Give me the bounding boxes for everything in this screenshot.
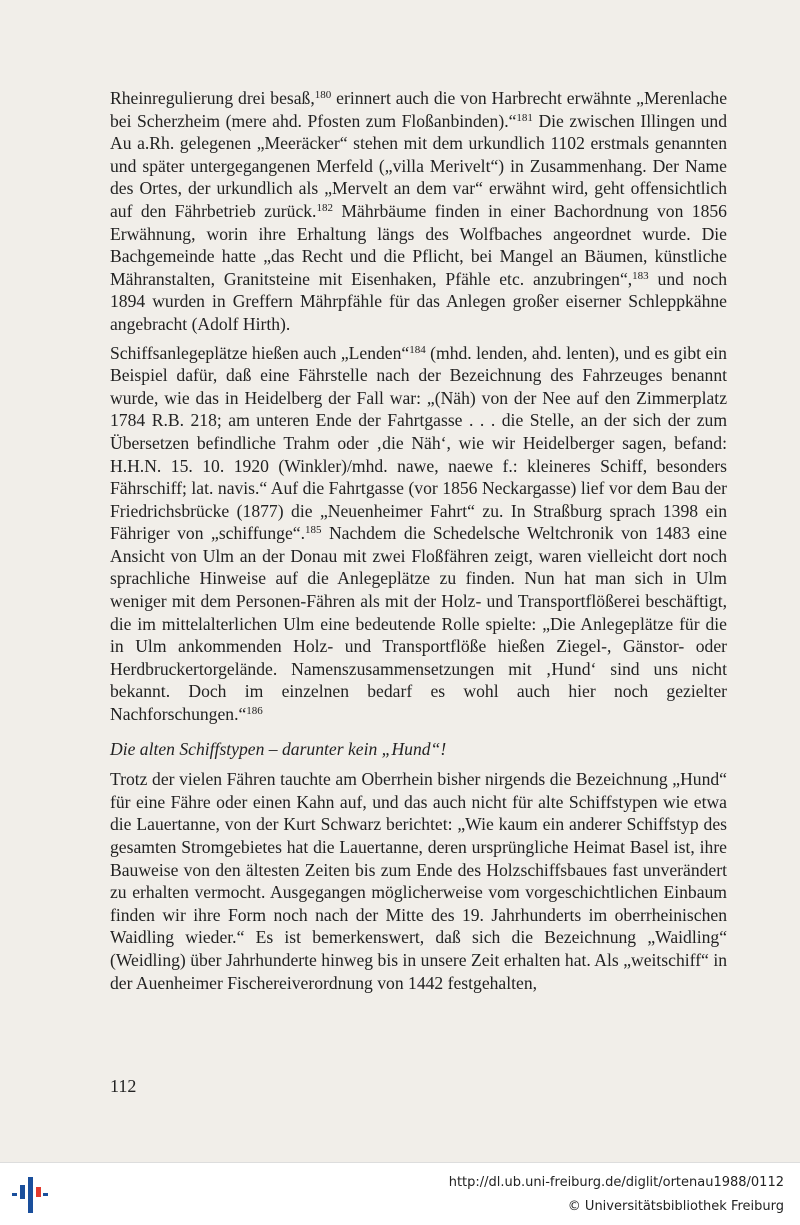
text-run: Mährbäume finden in einer Bachordnung von 1856 Erwähnung, worin ihre Erhaltung längs des Wolfbaches angeordnet wurde. Die Bachgemeinde hatte „das Recht und die Pflicht, bei Mangel an Bäumen, künstliche Mähranstalten, Granitsteine mit Eisenhaken, Pfähle etc. anzubringen“, — [110, 200, 727, 289]
text-run: Rheinregulierung drei besaß, — [110, 88, 315, 108]
footnote-ref: 186 — [246, 705, 263, 718]
text-run: Die zwischen Illingen und Au a.Rh. gelegenen „Meeräcker“ stehen mit dem urkundlich 1102 erstmals genannten und später untergegangenen Merfeld („villa Merivelt“) in Zusammenhang. Der Name des Ortes, der urkundlich als „Mervelt an dem var“ erwähnt wird, geht offensichtlich auf den Fährbetrieb zurück. — [110, 110, 727, 221]
paragraph — [110, 87, 727, 336]
footnote-ref: 183 — [632, 269, 649, 282]
footer-bar — [0, 1162, 800, 1225]
text-run: Trotz der vielen Fähren tauchte am Oberrhein bisher nirgends die Bezeichnung „Hund“ für eine Fähre oder einen Kahn auf, und das auch nicht für alte Schiffstypen wie etwa die Lauertanne, von der Kurt Schwarz berichtet: „Wie kaum ein anderer Schiffstyp des gesamten Stromgebietes hat die Lauertanne, deren ursprüngliche Heimat Basel ist, ihre Bauweise von den ältesten Zeiten bis zum Ende des Holzschiffsbaues fast unverändert zu erhalten vermocht. Ausgegangen möglicherweise vom vorgeschichtlichen Einbaum finden wir ihre Form noch nach der Mitte des 19. Jahrhunderts im oberrheinischen Waidling wieder.“ Es ist bemerkenswert, daß sich die Bezeichnung „Waidling“ (Weidling) über Jahrhunderte hinweg bis in unsere Zeit erhalten hat. Als „weitschiff“ in der Auenheimer Fischereiverordnung von 1442 festgehalten, — [110, 769, 727, 993]
footnote-ref: 182 — [316, 201, 333, 214]
text-run: Nachdem die Schedelsche Weltchronik von 1483 eine Ansicht von Ulm an der Donau mit zwei Floßfähren zeigt, waren vielleicht dort noch sprachliche Hinweise auf die Anlegeplätze zu finden. Nun hat man sich in Ulm weniger mit dem Personen-Fähren als mit der Holz- und Transportflößerei beschäftigt, die im mittelalterlichen Ulm eine bedeutende Rolle spielte: „Die Anlegeplätze für die in Ulm ankommenden Holz- und Transportflöße hießen Ziegel-, Gänstor- oder Herdbruckertorgelände. Namenszusammensetzungen mit ‚Hund‘ sind uns nicht bekannt. Doch im einzelnen bedarf es wohl auch hier noch gezielter Nachforschungen.“ — [110, 523, 727, 725]
text-run: und noch 1894 wurden in Greffern Mährpfähle für das Anlegen großer eiserner Schleppkähne angebracht (Adolf Hirth). — [110, 268, 727, 334]
footnote-ref: 180 — [314, 89, 332, 101]
text-run: erinnert auch die von Harbrecht erwähnte „Merenlache bei Scherzheim (mere ahd. Pfosten zum Floßanbinden).“ — [110, 88, 728, 131]
paragraph — [110, 342, 727, 726]
page-number: 112 — [110, 1076, 137, 1096]
text-run: Die alten Schiffstypen – darunter kein „Hund“! — [110, 738, 447, 759]
footnote-ref: 185 — [304, 524, 322, 537]
section-heading — [110, 738, 727, 761]
body-text — [110, 87, 727, 994]
copyright-text: © Universitätsbibliothek Freiburg — [567, 1199, 784, 1214]
source-url-link[interactable]: http://dl.ub.uni-freiburg.de/diglit/ortenau1988/0112 — [448, 1175, 784, 1190]
footnote-ref: 181 — [516, 111, 533, 124]
text-run: (mhd. lenden, ahd. lenten), und es gibt ein Beispiel dafür, daß eine Fährstelle nach der Bezeichnung des Fahrzeuges benannt wurde, wie das in Heidelberg der Fall war: „(Näh) von der Nee auf den Zimmerplatz 1784 R.B. 218; am unteren Ende der Fahrtgasse . . . die Stelle, an der sich der zum Übersetzen befindliche Trahm oder ‚die Näh‘, wie wir Heidelberger sagen, befand: H.H.N. 15. 10. 1920 (Winkler)/mhd. nawe, naewe f.: kleineres Schiff, besonders Fährschiff; lat. navis.“ Auf die Fahrtgasse (vor 1856 Neckargasse) lief vor dem Bau der Friedrichsbrücke (1877) die „Neuenheimer Fahrt“ zu. In Straßburg sprach 1398 ein Fähriger von „schiffunge“. — [110, 342, 727, 544]
ub-freiburg-logo-icon — [10, 1173, 50, 1217]
footnote-ref: 184 — [409, 343, 426, 356]
paragraph — [110, 768, 727, 994]
text-run: Schiffsanlegeplätze hießen auch „Lenden“ — [110, 342, 410, 363]
